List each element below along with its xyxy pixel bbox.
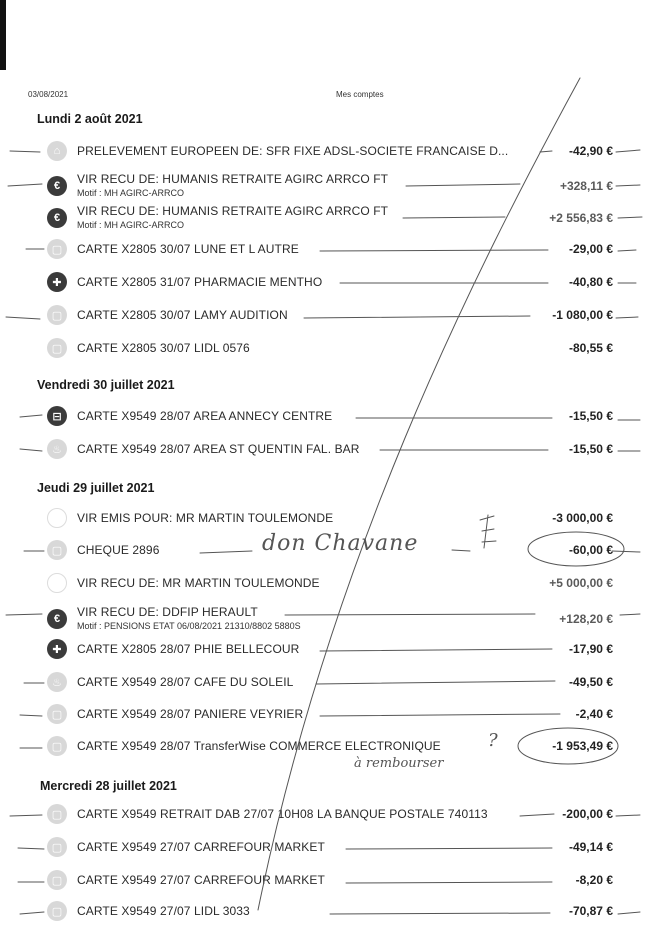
diagonal-pen-line [258, 78, 580, 910]
cheque-icon: ▢ [47, 540, 67, 560]
transaction-row[interactable] [0, 704, 668, 728]
restaurant-icon: ♨ [47, 672, 67, 692]
handwritten-mark: ? [488, 730, 498, 751]
transaction-amount: -2,40 € [575, 707, 613, 721]
car-icon: ⊟ [47, 406, 67, 426]
transaction-row[interactable] [0, 172, 668, 200]
transaction-amount: -17,90 € [568, 642, 613, 656]
transaction-motif: Motif : MH AGIRC-ARRCO [77, 188, 185, 198]
transaction-row[interactable] [0, 406, 668, 430]
day-heading: Mercredi 28 juillet 2021 [40, 779, 177, 793]
pharmacy-cross-icon: ✚ [47, 639, 67, 659]
bag-icon: ▢ [47, 736, 67, 756]
transaction-motif: Motif : MH AGIRC-ARRCO [77, 220, 185, 230]
transaction-label: CARTE X9549 28/07 AREA ANNECY CENTRE [77, 409, 333, 423]
transaction-row[interactable] [0, 736, 668, 760]
transaction-label: CARTE X2805 30/07 LIDL 0576 [77, 341, 250, 355]
transaction-amount: -15,50 € [568, 409, 613, 423]
transaction-label: CHEQUE 2896 [77, 543, 160, 557]
transaction-amount: -70,87 € [568, 904, 613, 918]
euro-icon: € [47, 609, 67, 629]
transaction-label: VIR EMIS POUR: MR MARTIN TOULEMONDE [77, 511, 334, 525]
transfer-icon [47, 508, 67, 528]
bag-icon: ▢ [47, 804, 67, 824]
transaction-label: CARTE X9549 27/07 CARREFOUR MARKET [77, 840, 325, 854]
euro-icon: € [47, 176, 67, 196]
transaction-amount: -3 000,00 € [552, 511, 613, 525]
transaction-label: CARTE X9549 28/07 PANIERE VEYRIER [77, 707, 304, 721]
scan-edge [0, 0, 6, 70]
transaction-label: VIR RECU DE: DDFIP HERAULT [77, 605, 258, 619]
bag-icon: ▢ [47, 239, 67, 259]
day-heading: Lundi 2 août 2021 [37, 112, 143, 126]
transaction-label: CARTE X2805 30/07 LUNE ET L AUTRE [77, 242, 299, 256]
transaction-amount: -80,55 € [568, 341, 613, 355]
transaction-row[interactable] [0, 141, 668, 165]
transaction-label: CARTE X2805 31/07 PHARMACIE MENTHO [77, 275, 323, 289]
transaction-label: CARTE X9549 28/07 TransferWise COMMERCE ELECTRONIQUE [77, 739, 441, 753]
pharmacy-cross-icon: ✚ [47, 272, 67, 292]
transaction-amount: -49,14 € [568, 840, 613, 854]
transaction-amount: -1 080,00 € [552, 308, 613, 322]
page-title: Mes comptes [336, 90, 384, 99]
transfer-icon [47, 573, 67, 593]
transaction-amount: +5 000,00 € [549, 576, 613, 590]
transaction-amount: -1 953,49 € [552, 739, 613, 753]
transaction-motif: Motif : PENSIONS ETAT 06/08/2021 21310/8802 5880S [77, 621, 301, 631]
transaction-row[interactable] [0, 338, 668, 362]
transaction-amount: -8,20 € [575, 873, 613, 887]
transaction-row[interactable] [0, 870, 668, 894]
bag-icon: ▢ [47, 901, 67, 921]
day-heading: Vendredi 30 juillet 2021 [37, 378, 175, 392]
transaction-row[interactable] [0, 605, 668, 633]
transaction-row[interactable] [0, 639, 668, 663]
transaction-row[interactable] [0, 239, 668, 263]
transaction-amount: -40,80 € [568, 275, 613, 289]
transaction-amount: +2 556,83 € [549, 211, 613, 225]
bag-icon: ▢ [47, 704, 67, 724]
day-heading: Jeudi 29 juillet 2021 [37, 481, 155, 495]
transaction-amount: -49,50 € [568, 675, 613, 689]
transaction-label: CARTE X9549 RETRAIT DAB 27/07 10H08 LA BANQUE POSTALE 740113 [77, 807, 488, 821]
transaction-label: CARTE X2805 30/07 LAMY AUDITION [77, 308, 288, 322]
transaction-label: CARTE X9549 27/07 LIDL 3033 [77, 904, 250, 918]
transaction-label: CARTE X9549 28/07 AREA ST QUENTIN FAL. BAR [77, 442, 360, 456]
transaction-label: PRELEVEMENT EUROPEEN DE: SFR FIXE ADSL-SOCIETE FRANCAISE D... [77, 144, 509, 158]
transaction-label: VIR RECU DE: MR MARTIN TOULEMONDE [77, 576, 320, 590]
transaction-row[interactable] [0, 305, 668, 329]
transaction-label: VIR RECU DE: HUMANIS RETRAITE AGIRC ARRCO FT [77, 204, 389, 218]
euro-icon: € [47, 208, 67, 228]
handwritten-note: à rembourser [354, 756, 444, 771]
transaction-label: VIR RECU DE: HUMANIS RETRAITE AGIRC ARRCO FT [77, 172, 389, 186]
transaction-label: CARTE X2805 28/07 PHIE BELLECOUR [77, 642, 300, 656]
transaction-row[interactable] [0, 508, 668, 532]
print-date: 03/08/2021 [28, 90, 69, 99]
transaction-amount: -29,00 € [568, 242, 613, 256]
restaurant-icon: ♨ [47, 439, 67, 459]
transaction-amount: -42,90 € [568, 144, 613, 158]
transaction-row[interactable] [0, 204, 668, 232]
home-icon: ⌂ [47, 141, 67, 161]
transaction-amount: -15,50 € [568, 442, 613, 456]
transaction-amount: -60,00 € [568, 543, 613, 557]
transaction-row[interactable] [0, 837, 668, 861]
transaction-row[interactable] [0, 672, 668, 696]
transaction-amount: +328,11 € [559, 179, 613, 193]
transaction-label: CARTE X9549 27/07 CARREFOUR MARKET [77, 873, 325, 887]
transaction-row[interactable] [0, 573, 668, 597]
transaction-row[interactable] [0, 901, 668, 925]
transaction-amount: +128,20 € [559, 612, 613, 626]
transaction-row[interactable] [0, 804, 668, 828]
transaction-row[interactable] [0, 272, 668, 296]
transaction-label: CARTE X9549 28/07 CAFE DU SOLEIL [77, 675, 294, 689]
transaction-amount: -200,00 € [562, 807, 613, 821]
bag-icon: ▢ [47, 338, 67, 358]
bag-icon: ▢ [47, 837, 67, 857]
bag-icon: ▢ [47, 305, 67, 325]
bag-icon: ▢ [47, 870, 67, 890]
handwritten-note: don Chavane [262, 531, 419, 556]
transaction-row[interactable] [0, 439, 668, 463]
